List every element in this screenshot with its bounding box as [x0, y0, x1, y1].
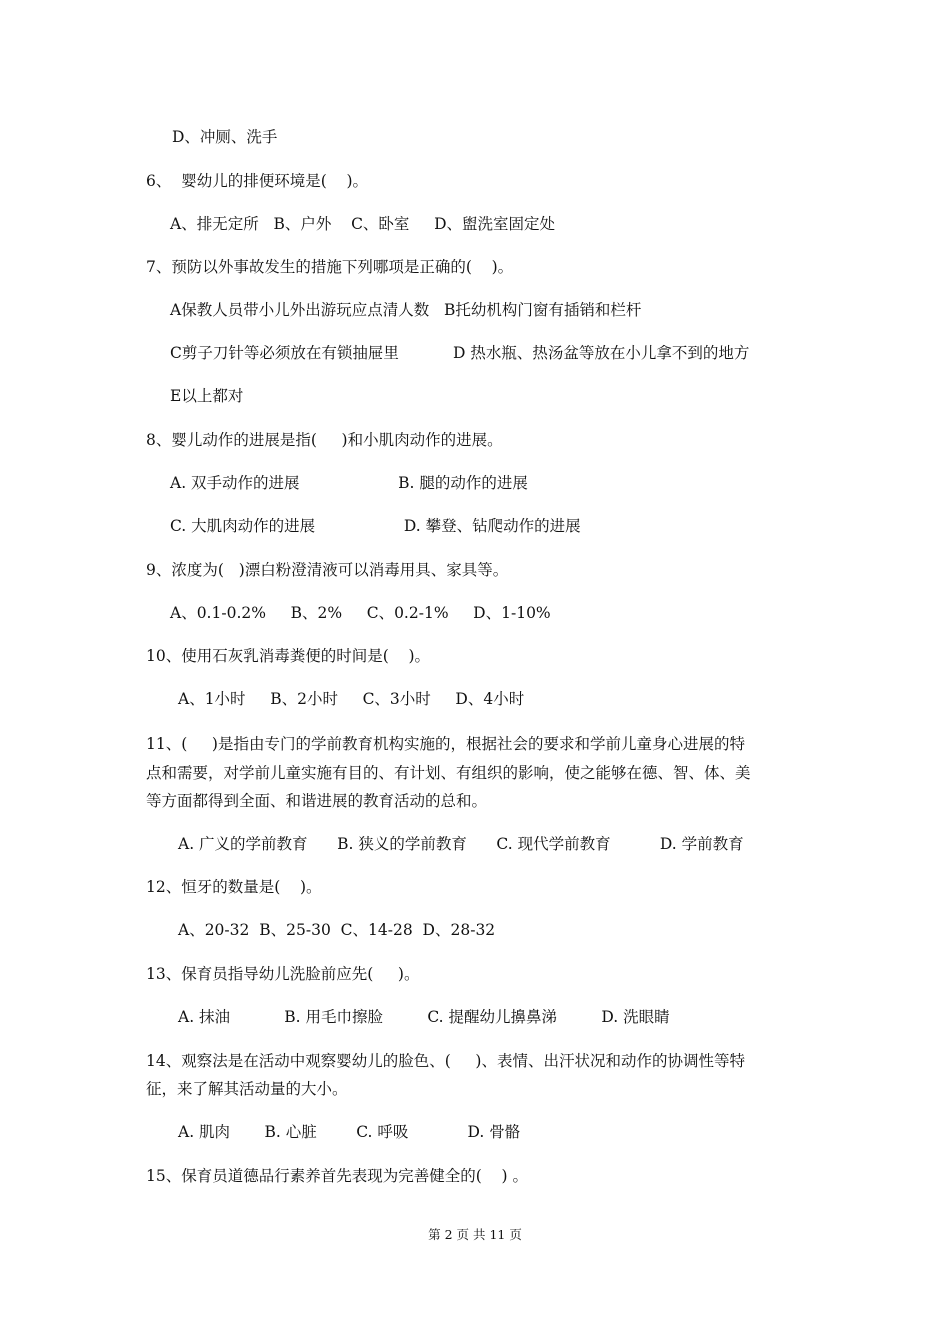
question-6: 6、 婴幼儿的排便环境是( )。	[146, 172, 369, 190]
question-14-line-1: 14、观察法是在活动中观察婴幼儿的脸色、( )、表情、出汗状况和动作的协调性等特	[146, 1052, 745, 1070]
options-8-ab: A. 双手动作的进展 B. 腿的动作的进展	[170, 474, 528, 492]
options-7-cd: C剪子刀针等必须放在有锁抽屉里 D 热水瓶、热汤盆等放在小儿拿不到的地方	[170, 344, 750, 362]
options-13: A. 抹油 B. 用毛巾擦脸 C. 提醒幼儿擤鼻涕 D. 洗眼睛	[178, 1008, 670, 1026]
question-11-line-2: 点和需要，对学前儿童实施有目的、有计划、有组织的影响，使之能够在德、智、体、美	[146, 764, 751, 782]
options-7-e: E以上都对	[170, 387, 244, 405]
question-8: 8、婴儿动作的进展是指( )和小肌肉动作的进展。	[146, 431, 503, 449]
options-7-ab: A保教人员带小儿外出游玩应点清人数 B托幼机构门窗有插销和栏杆	[170, 301, 642, 319]
question-15: 15、保育员道德品行素养首先表现为完善健全的( ) 。	[146, 1167, 528, 1185]
option-line: D、冲厕、洗手	[172, 128, 278, 146]
question-10: 10、使用石灰乳消毒粪便的时间是( )。	[146, 647, 431, 665]
options-11: A. 广义的学前教育 B. 狭义的学前教育 C. 现代学前教育 D. 学前教育	[178, 835, 744, 853]
options-6: A、排无定所 B、户外 C、卧室 D、盥洗室固定处	[170, 215, 555, 233]
options-12: A、20-32 B、25-30 C、14-28 D、28-32	[178, 921, 496, 939]
question-12: 12、恒牙的数量是( )。	[146, 878, 322, 896]
options-14: A. 肌肉 B. 心脏 C. 呼吸 D. 骨骼	[178, 1123, 521, 1141]
question-11-line-1: 11、( )是指由专门的学前教育机构实施的，根据社会的要求和学前儿童身心进展的特	[146, 735, 745, 753]
question-11-line-3: 等方面都得到全面、和谐进展的教育活动的总和。	[146, 792, 488, 810]
question-7: 7、预防以外事故发生的措施下列哪项是正确的( )。	[146, 258, 514, 276]
question-9: 9、浓度为( )漂白粉澄清液可以消毒用具、家具等。	[146, 561, 509, 579]
options-8-cd: C. 大肌肉动作的进展 D. 攀登、钻爬动作的进展	[170, 517, 581, 535]
page-footer: 第 2 页 共 11 页	[428, 1227, 522, 1242]
options-10: A、1小时 B、2小时 C、3小时 D、4小时	[178, 690, 525, 708]
question-13: 13、保育员指导幼儿洗脸前应先( )。	[146, 965, 420, 983]
options-9: A、0.1-0.2% B、2% C、0.2-1% D、1-10%	[170, 604, 551, 622]
question-14-line-2: 征，来了解其活动量的大小。	[146, 1080, 348, 1098]
